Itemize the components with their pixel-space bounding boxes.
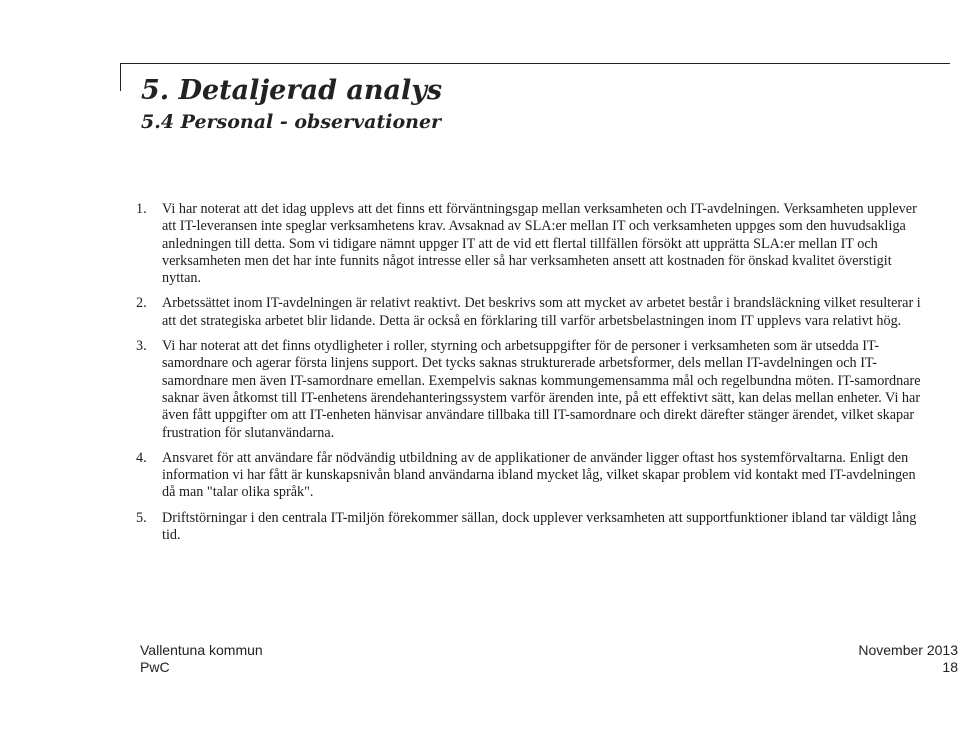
section-heading: 5.4 Personal - observationer xyxy=(141,111,442,133)
page-number: 18 xyxy=(942,659,958,675)
observation-number: 3. xyxy=(136,338,147,355)
footer-right xyxy=(798,642,958,676)
observation-number: 2. xyxy=(136,295,147,312)
observation-text: Arbetssättet inom IT-avdelningen är relativt reaktivt. Det beskrivs som att mycket av arbetet består i brandsläckning vilket resulterar i att det strategiska arbetet blir lidande. Detta är också en förklaring till varför arbetsbelastningen inom IT upplevs vara relativt hög. xyxy=(162,295,921,329)
observation-text: Vi har noterat att det idag upplevs att det finns ett förväntningsgap mellan verksamheten och IT-avdelningen. Verksamheten upplever att IT-leveransen inte speglar verksamhetens krav. Avsaknad av SLA:er mellan IT och verksamheten uppges som den huvudsakliga anledningen till detta. Som vi tidigare nämnt uppger IT att de vid ett flertal tillfällen försökt att upprätta SLA:er mellan IT och verksamheten men det har inte funnits något intresse eller så har verksamheten ansett att kostnaden för önskad kvalitet överstigit nyttan. xyxy=(162,201,917,287)
chapter-heading: 5. Detaljerad analys xyxy=(141,75,443,106)
observation-number: 5. xyxy=(136,509,147,526)
footer-left xyxy=(140,642,263,676)
header-rule xyxy=(120,63,950,64)
observations-list xyxy=(130,201,930,544)
footer-date: November 2013 xyxy=(858,642,958,658)
observation-text: Vi har noterat att det finns otydligheter i roller, styrning och arbetsuppgifter för de personer i verksamheten som är utsedda IT-samordnare och agerar första linjens support. Det tycks saknas strukturerade arbetsformer, dels mellan IT-avdelningen och IT-samordnare men även IT-samordnare emellan. Exempelvis saknas kommungemensamma mål och regelbundna möten. IT-samordnare saknar även åtkomst till IT-enhetens ärendehanteringssystem varför ärenden inte, på ett effektivt sätt, kan delas mellan enheter. Vi har även fått uppgifter om att IT-enheten hänvisar användare tillbaka till IT-samordnare och direkt därefter stänger ärendet, vilket skapar frustration för slutanvändarna. xyxy=(162,338,921,441)
observation-item xyxy=(130,201,930,287)
observation-number: 4. xyxy=(136,449,147,466)
observation-text: Ansvaret för att användare får nödvändig utbildning av de applikationer de använder ligger oftast hos systemförvaltarna. Enligt den information vi har fått är kunskapsnivån bland användarna ibland mycket låg, vilket skapar problem vid kontakt med IT-avdelningen då man "talar olika språk". xyxy=(162,449,916,501)
observation-item xyxy=(130,295,930,330)
observation-item xyxy=(130,450,930,502)
observation-item xyxy=(130,338,930,442)
observation-text: Driftstörningar i den centrala IT-miljön förekommer sällan, dock upplever verksamheten att supportfunktioner ibland tar väldigt lång tid. xyxy=(162,509,917,544)
header-rule-corner xyxy=(120,63,121,91)
footer-firm: PwC xyxy=(140,659,170,675)
observation-item xyxy=(130,510,930,545)
footer-organization: Vallentuna kommun xyxy=(140,642,263,658)
observation-number: 1. xyxy=(136,201,147,217)
